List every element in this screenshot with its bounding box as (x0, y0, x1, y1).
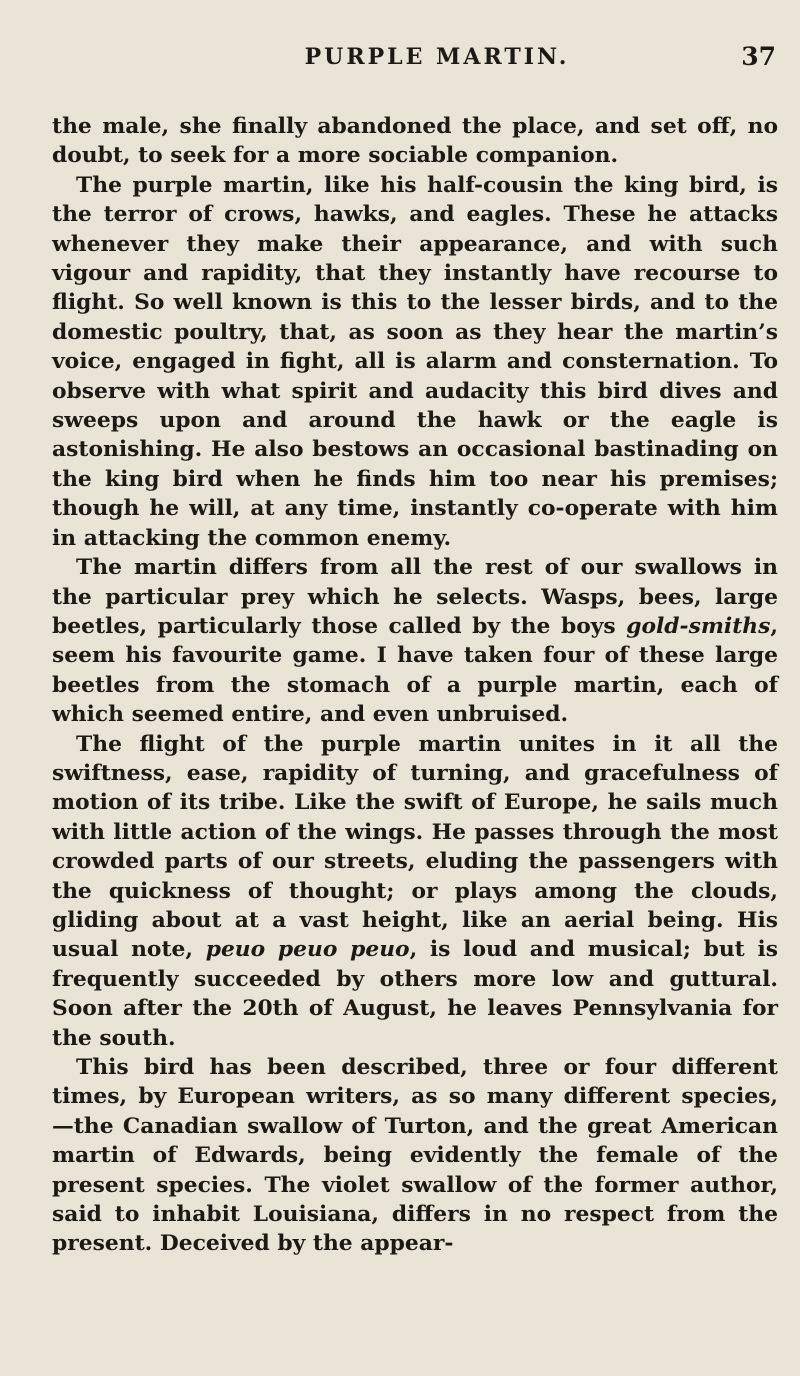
italic-call-note: peuo peuo peuo (205, 937, 410, 963)
page-number: 37 (741, 42, 776, 71)
text-run: The flight of the purple martin unites in it all the swiftness, ease, rapidity of turning, and gracefulness of motion of its tribe. Like the swift of Europe, he sails much with little action of the wings. He passes through the most crowded parts of our streets, eluding the passengers with the quickness of thought; or plays among the clouds, gliding about at a vast height, like an aerial being. His usual note, (52, 731, 778, 963)
running-head (52, 0, 778, 70)
text-run: , seem his favourite game. I have taken four of these large beetles from the stomach of a purple martin, each of which seemed entire, and even unbruised. (52, 613, 778, 728)
italic-term: gold-smiths (626, 613, 771, 639)
text-run: , is loud and musical; but is frequently succeeded by others more low and guttural. Soon after the 20th of August, he leaves Pennsylvania for the south. (52, 937, 778, 1051)
paragraph-martin-vs-raptors (52, 171, 778, 553)
body-text (52, 112, 778, 1259)
text-run: The purple martin, like his half-cousin the king bird, is the terror of crows, hawks, and eagles. These he attacks whenever they make their appearance, and with such vigour and rapidity, that they instantly have recourse to flight. So well known is this to the lesser birds, and to the domestic poultry, that, as soon as they hear the martin’s voice, engaged in fight, all is alarm and consternation. To observe with what spirit and audacity this bird dives and sweeps upon and around the hawk or the eagle is astonishing. He also bestows an occasional bastinading on the king bird when he finds him too near his premises; though he will, at any time, instantly co-operate with him in attacking the common enemy. (52, 172, 778, 551)
paragraph-descriptions (52, 1053, 778, 1259)
paragraph-continuation (52, 112, 778, 171)
paragraph-prey (52, 553, 778, 729)
text-run: the male, she finally abandoned the place, and set off, no doubt, to seek for a more sociable companion. (52, 114, 778, 169)
text-run: This bird has been described, three or four different times, by European writers, as so many different species, —the Canadian swallow of Turton, and the great American martin of Edwards, being evidently the female of the present species. The violet swallow of the former author, said to inhabit Louisiana, differs in no respect from the present. Deceived by the appear- (52, 1055, 778, 1257)
running-title: PURPLE MARTIN. (304, 44, 570, 70)
paragraph-flight (52, 730, 778, 1053)
text-run: The martin differs from all the rest of our swallows in the particular prey which he selects. Wasps, bees, large beetles, particularly those called by the boys (52, 555, 778, 639)
